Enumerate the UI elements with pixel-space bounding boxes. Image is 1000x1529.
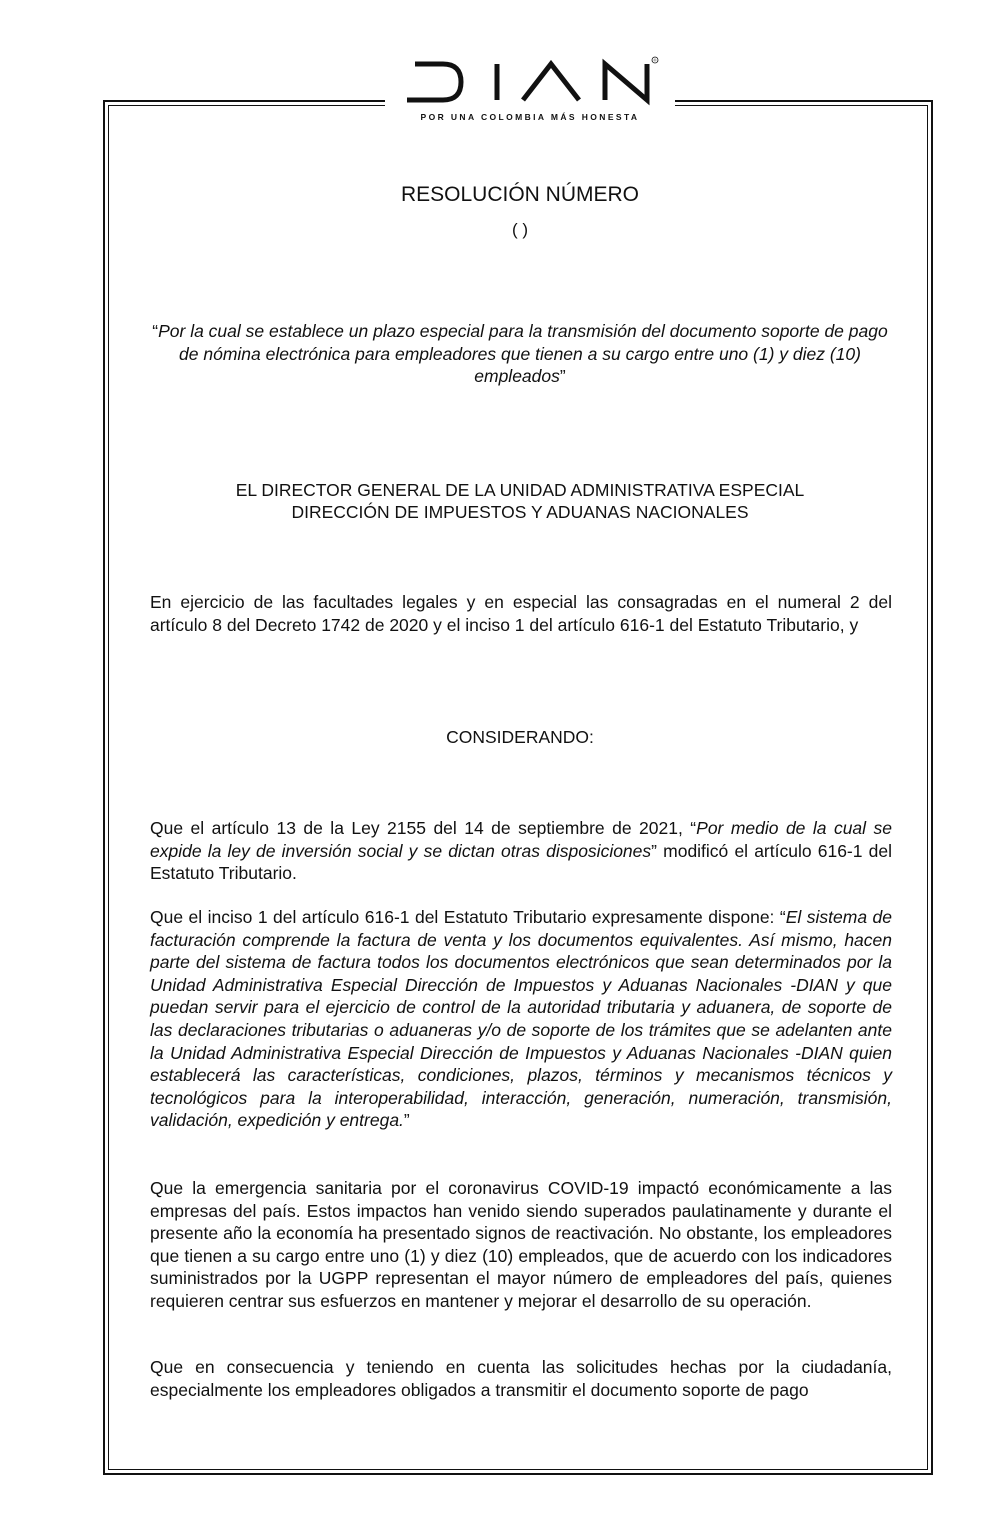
p2-law-title: Por medio de la cual se expide la ley de inversión social y se dictan otras disposiciones <box>150 818 892 861</box>
dian-wordmark-logo <box>399 56 661 106</box>
subject-open-quote: “ <box>152 321 159 341</box>
resolution-subject <box>150 320 890 388</box>
authority-line-2: DIRECCIÓN DE IMPUESTOS Y ADUANAS NACIONALES <box>291 502 749 522</box>
p2-after: ” modificó el artículo 616-1 del Estatuto Tributario. <box>150 840 892 884</box>
considerando-paragraph-1 <box>150 817 892 885</box>
p3-after: ” <box>403 1110 410 1131</box>
dian-logo <box>385 52 675 132</box>
considerando-paragraph-4: Que en consecuencia y teniendo en cuenta las solicitudes hechas por la ciudadanía, especialmente los empleadores obligados a transmitir el documento soporte de pago <box>150 1357 892 1400</box>
authority-line-1: EL DIRECTOR GENERAL DE LA UNIDAD ADMINISTRATIVA ESPECIAL <box>235 480 805 500</box>
considerando-paragraph-3: Que la emergencia sanitaria por el coronavirus COVID-19 impactó económicamente a las empresas del país. Estos impactos han venido siendo superados paulatinamente y durante el presente año la economía ha presentado signos de reactivación. No obstante, los empleadores que tienen a su cargo entre uno (1) y diez (10) empleados, que de acuerdo con los indicadores suministrados por la UGPP representan el mayor número de empleadores del país, quienes requieren centrar sus esfuerzos en mantener y mejorar el desarrollo de su operación. <box>150 1178 892 1311</box>
subject-close-quote: ” <box>559 366 566 386</box>
issuing-authority <box>150 479 890 523</box>
p2-before: Que el artículo 13 de la Ley 2155 del 14 de septiembre de 2021, “ <box>150 818 697 838</box>
registered-mark: ® <box>653 57 657 63</box>
considerando-paragraph-2 <box>150 906 892 1132</box>
p3-quoted-article: El sistema de facturación comprende la factura de venta y los documentos equivalentes. Así mismo, hacen parte del sistema de factura todos los documentos electrónicos que sean determinados por la Unidad Administrativa Especial Dirección de Impuestos y Aduanas Nacionales -DIAN y que puedan servir para el ejercicio de control de la autoridad tributaria y aduanera, de soporte de las declaraciones tributarias o aduaneras y/o de soporte de los trámites que se adelanten ante la Unidad Administrativa Especial Dirección de Impuestos y Aduanas Nacionales -DIAN quien establecerá las características, condiciones, plazos, términos y mecanismos técnicos y tecnológicos para la interoperabilidad, interacción, generación, numeración, transmisión, validación, expedición y entrega. <box>150 907 892 1131</box>
considerando-heading: CONSIDERANDO: <box>446 727 594 747</box>
p3-before: Que el inciso 1 del artículo 616-1 del Estatuto Tributario expresamente dispone: “ <box>150 907 786 927</box>
resolution-title: RESOLUCIÓN NÚMERO <box>400 183 640 206</box>
subject-text: Por la cual se establece un plazo especial para la transmisión del documento soporte de pago de nómina electrónica para empleadores que tienen a su cargo entre uno (1) y diez (10) empleados <box>158 321 888 386</box>
exercise-paragraph: En ejercicio de las facultades legales y en especial las consagradas en el numeral 2 del artículo 8 del Decreto 1742 de 2020 y el inciso 1 del artículo 616-1 del Estatuto Tributario, y <box>150 592 892 635</box>
resolution-number: ( ) <box>511 220 529 239</box>
logo-tagline: POR UNA COLOMBIA MÁS HONESTA <box>420 112 640 122</box>
